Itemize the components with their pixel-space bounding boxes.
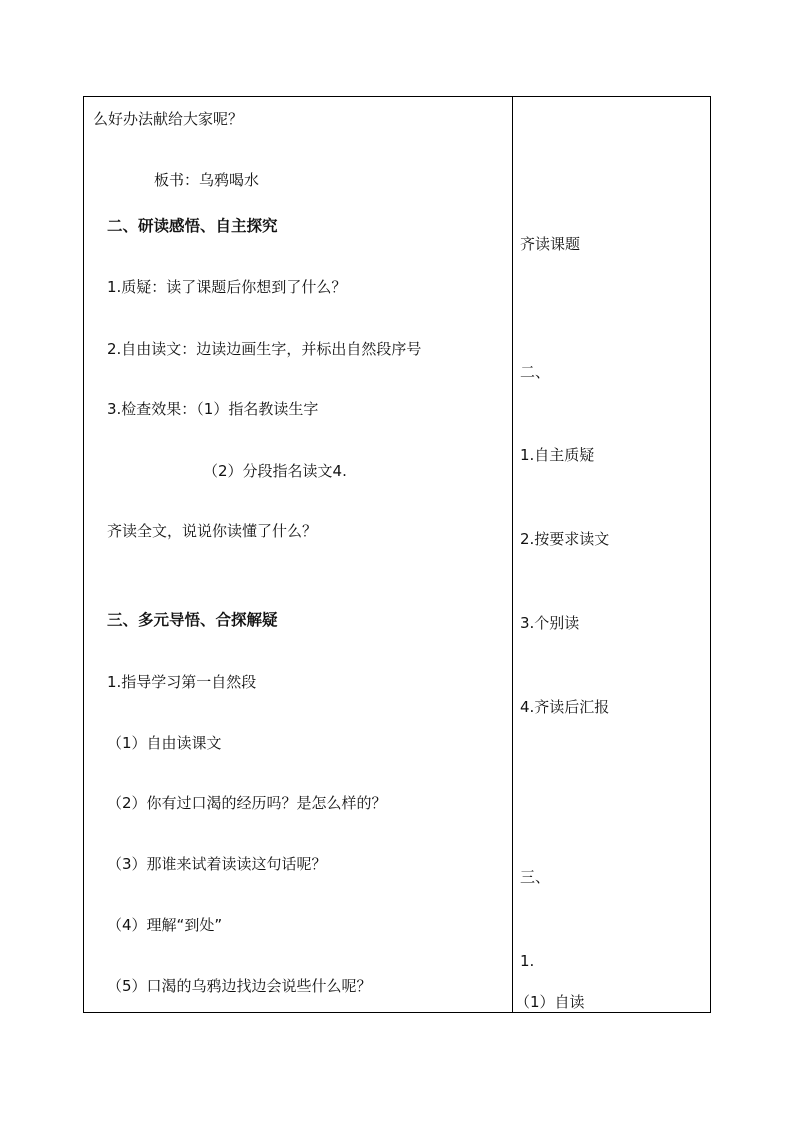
- board-note: 板书：乌鸦喝水: [154, 171, 260, 189]
- right-item-9: （1）自读: [515, 993, 585, 1011]
- right-item-5: 3.个别读: [520, 614, 580, 632]
- section-2-heading: 二、研读感悟、自主探究: [107, 217, 278, 235]
- sub-item-5: （5）口渴的乌鸦边找边会说些什么呢？: [107, 977, 372, 995]
- right-item-6: 4.齐读后汇报: [520, 698, 610, 716]
- guide-1: 1.指导学习第一自然段: [107, 673, 257, 691]
- right-item-8: 1.: [520, 952, 535, 970]
- section-3-heading: 三、多元导悟、合探解疑: [107, 611, 278, 629]
- right-item-7: 三、: [520, 868, 551, 886]
- sub-item-2: （2）你有过口渴的经历吗？是怎么样的？: [107, 794, 387, 812]
- item-2: 2.自由读文：边读边画生字，并标出自然段序号: [107, 340, 422, 358]
- read-all-text: 齐读全文，说说你读懂了什么？: [107, 522, 318, 540]
- sub-item-3: （3）那谁来试着读读这句话呢？: [107, 855, 327, 873]
- column-divider: [512, 97, 513, 1012]
- item-3-sub-2: （2）分段指名读文4.: [203, 462, 347, 480]
- sub-item-1: （1）自由读课文: [107, 734, 222, 752]
- item-1: 1.质疑：读了课题后你想到了什么？: [107, 278, 347, 296]
- right-item-2: 二、: [520, 363, 551, 381]
- right-item-4: 2.按要求读文: [520, 530, 610, 548]
- left-line-1: 么好办法献给大家呢？: [93, 110, 244, 128]
- sub-item-4: （4）理解“到处”: [107, 916, 223, 934]
- item-3: 3.检查效果：（1）指名教读生字: [107, 400, 319, 418]
- lesson-plan-table: [83, 96, 711, 1013]
- right-item-1: 齐读课题: [520, 235, 581, 253]
- right-item-3: 1.自主质疑: [520, 446, 595, 464]
